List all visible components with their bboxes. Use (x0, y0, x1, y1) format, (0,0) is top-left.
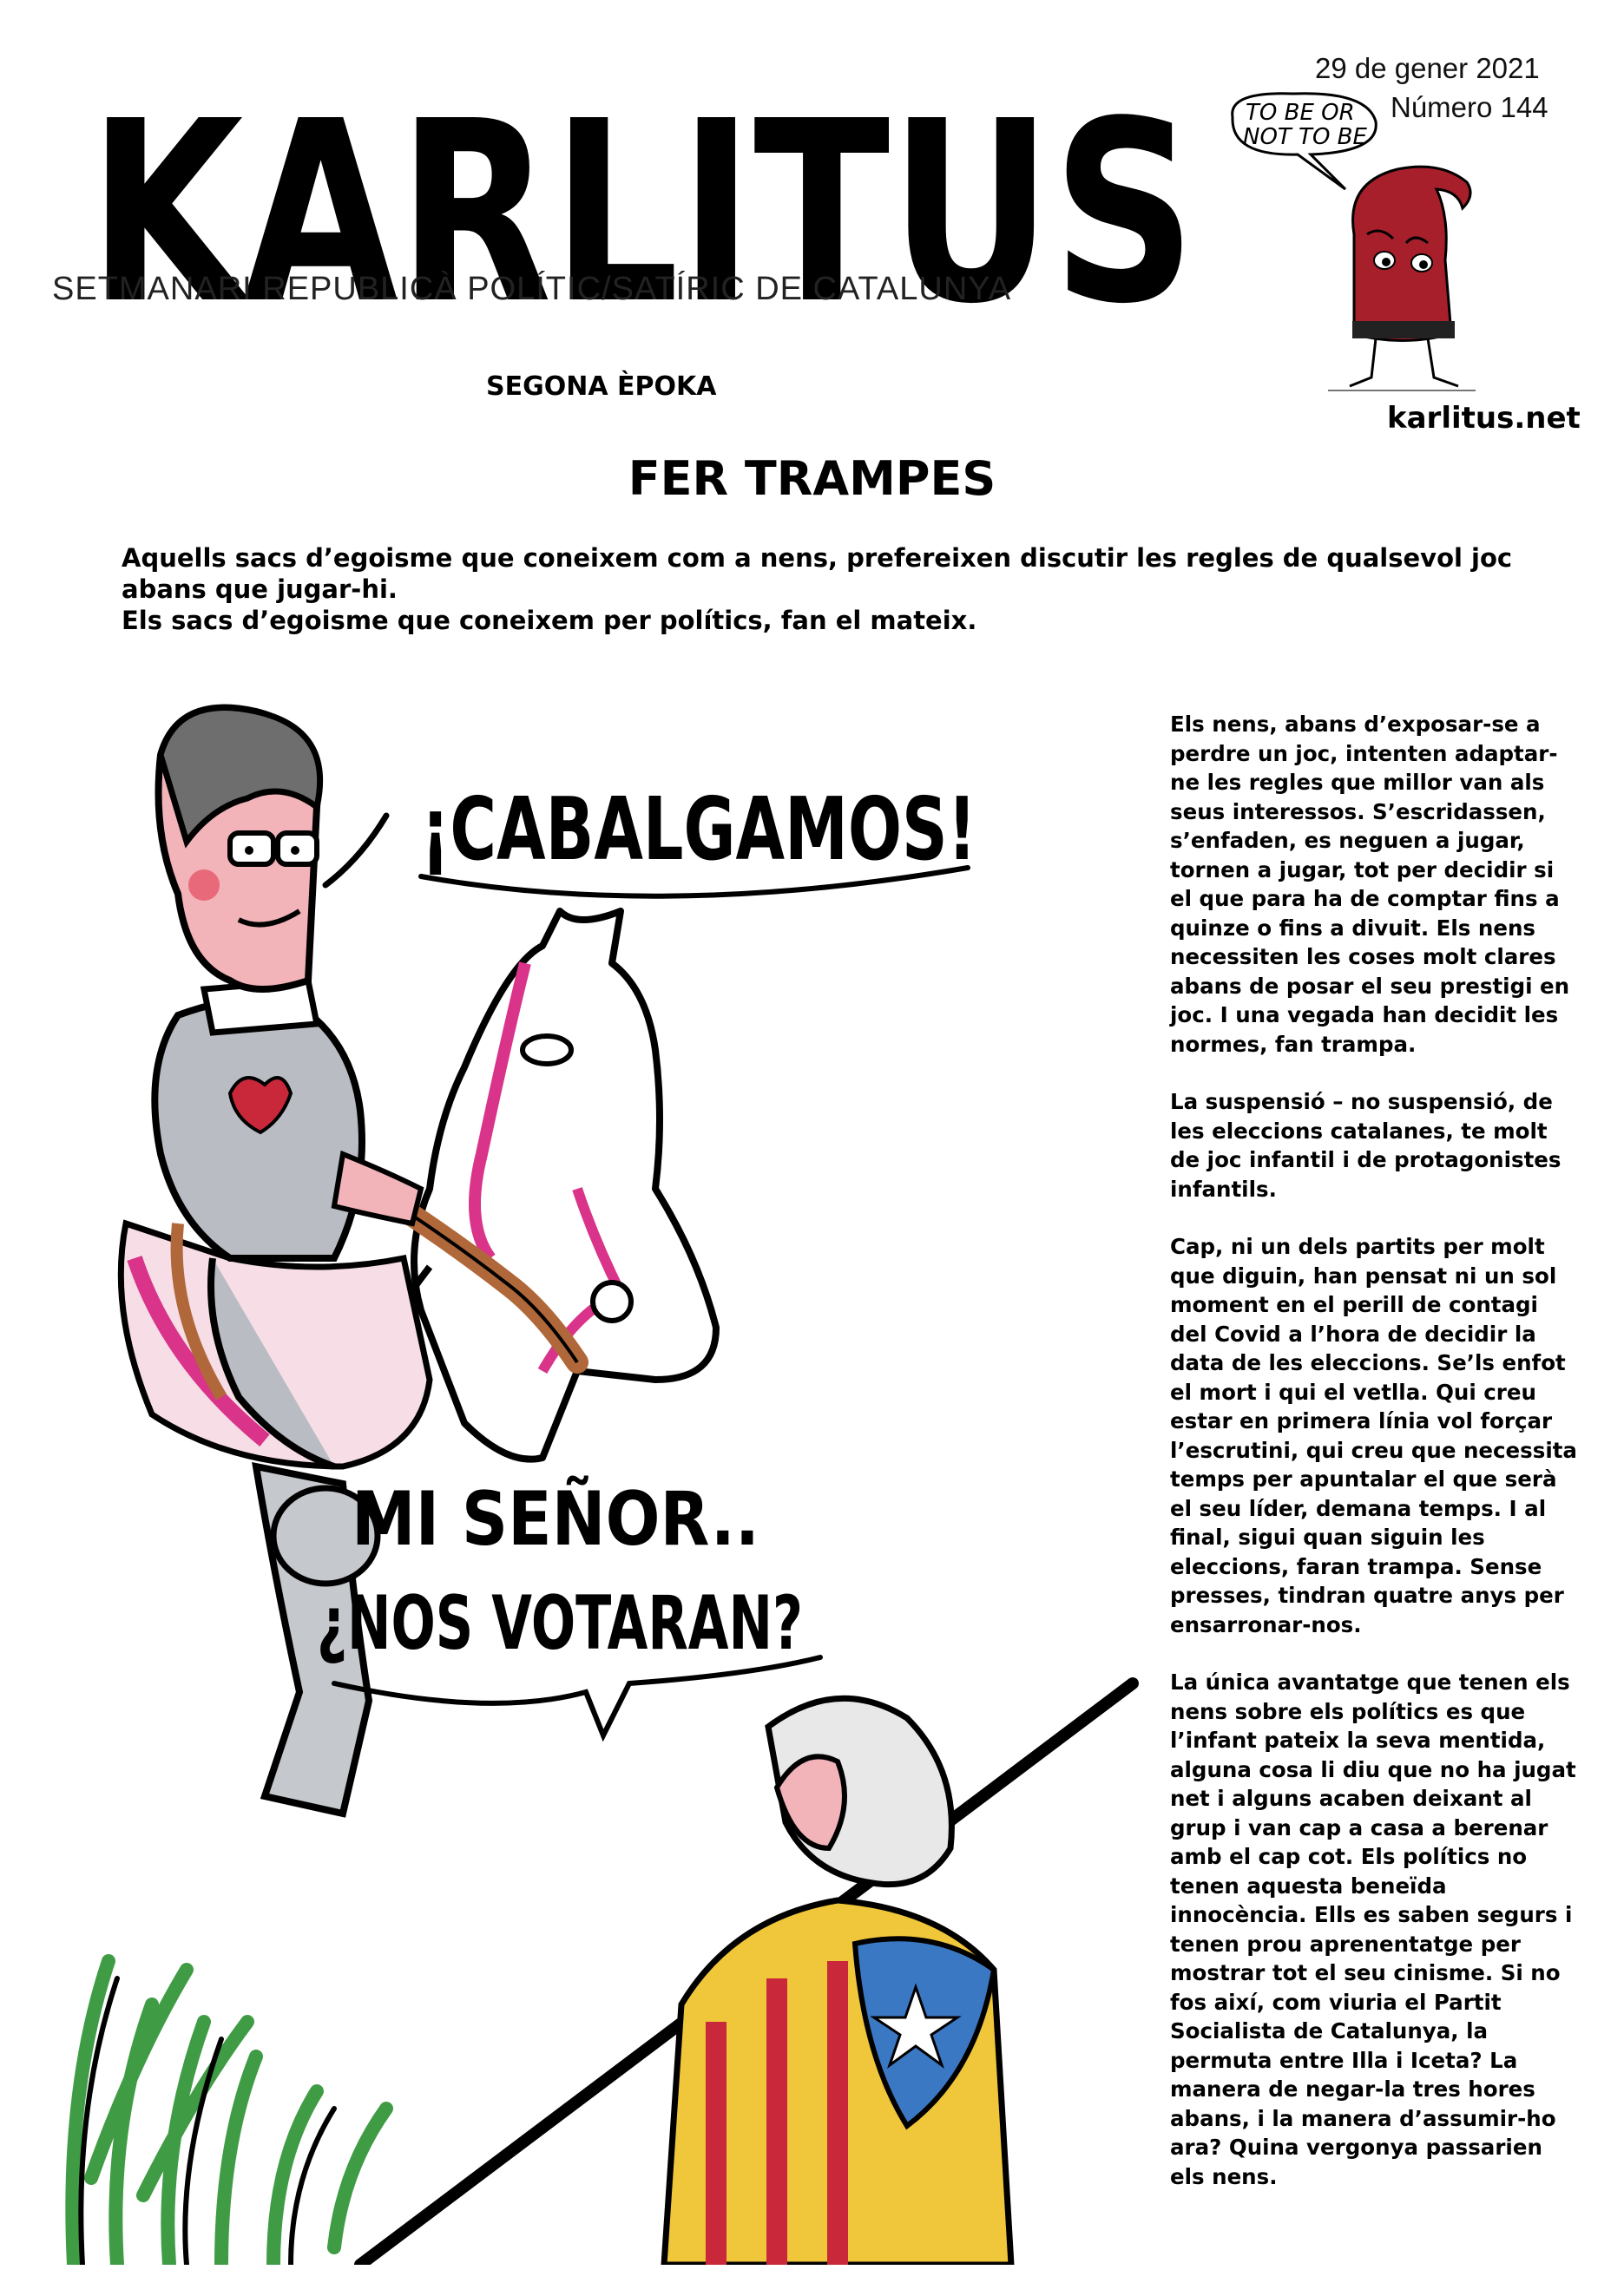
masthead-subtitle: SETMANARI REPUBLICÀ POLÍTIC/SATÍRIC DE CATALUNYA (52, 271, 1012, 307)
headline: FER TRAMPES (628, 451, 996, 506)
lead-line-2: Els sacs d’egoisme que coneixem per polítics, fan el mateix. (122, 606, 977, 635)
issue-date: 29 de gener 2021 (1315, 52, 1540, 84)
squire-speech-line2: ¿NOS VOTARAN? (317, 1580, 803, 1667)
masthead-title-text: KARLITUS (89, 68, 1196, 325)
mascot-figure (1328, 167, 1476, 390)
lead-line-1: Aquells sacs d’egoisme que coneixem com a nens, prefereixen discutir les regles de qualsevol joc abans que jugar-hi. (122, 543, 1513, 604)
masthead (87, 48, 1198, 325)
mascot-speech-line2: NOT TO BE (1243, 124, 1367, 150)
squire-speech-line1: MI SEÑOR.. (352, 1476, 826, 1563)
knight-speech-bubble (325, 778, 976, 896)
website-link[interactable]: karlitus.net (1387, 401, 1581, 436)
cartoon-illustration (56, 703, 1141, 2265)
article-paragraph-4: La única avantatge que tenen els nens sobre els polítics es que l’infant pateix la seva mentida, alguna cosa li diu que no ha jugat net i alguns acaben deixant al grup i van cap a casa a berenar amb el cap cot. Els polítics no tenen aquesta beneïda innocència. Ells es saben segurs i tenen prou aprenentatge per mostrar tot el seu cinisme. Si no fos així, com viuria el Partit Socialista de Catalunya, la permuta entre Illa i Iceta? La manera de negar-la tres hores abans, i la manera d’assumir-ho ara? Quina vergonya passarien els nens. (1170, 1670, 1576, 2189)
article-paragraph-3: Cap, ni un dels partits per molt que diguin, han pensat ni un sol moment en el perill de contagi del Covid a l’hora de decidir la data de les eleccions. Se’ls enfot el mort i qui el vetlla. Qui creu estar en primera línia vol forçar l’escrutini, qui creu que necessita temps per apuntalar el que serà el seu líder, demana temps. I al final, sigui quan siguin les eleccions, faran trampa. Sense presses, tindran quatre anys per ensarronar-nos. (1170, 1234, 1577, 1637)
edition-label: SEGONA ÈPOKA (486, 371, 717, 402)
grass (72, 1961, 386, 2265)
squire-speech-bubble (317, 1475, 826, 1735)
mascot-speech-line1: TO BE OR (1246, 100, 1355, 126)
knight-speech-text: ¡CABALGAMOS! (421, 778, 976, 880)
article-body (1170, 710, 1578, 2220)
lead-paragraph (122, 542, 1545, 636)
issue-number: Número 144 (1391, 91, 1548, 123)
article-paragraph-2: La suspensió – no suspensió, de les eleccions catalanes, te molt de joc infantil i de protagonistes infantils. (1170, 1089, 1562, 1202)
mascot-illustration (1215, 87, 1528, 399)
squire (664, 1698, 1011, 2265)
mascot-speech-bubble (1233, 94, 1377, 189)
article-paragraph-1: Els nens, abans d’exposar-se a perdre un joc, intenten adaptar-ne les regles que millor van als seus interessos. S’escridassen, s’enfaden, es neguen a jugar, tornen a jugar, tot per decidir si el que para ha de comptar fins a quinze o fins a divuit. Els nens necessiten les coses molt clares abans de posar el seu prestigi en joc. I una vegada han decidit les normes, fan trampa. (1170, 712, 1570, 1057)
